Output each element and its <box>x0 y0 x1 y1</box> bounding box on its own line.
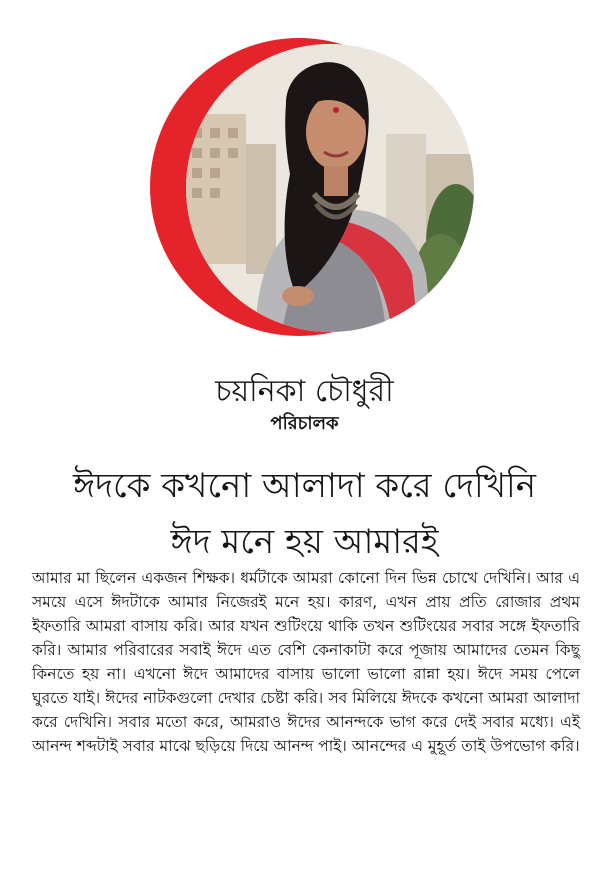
person-role: পরিচালক <box>270 413 339 434</box>
cropped-previous-content <box>250 0 420 5</box>
portrait-photo <box>186 44 474 332</box>
headline-line-1: ঈদকে কখনো আলাদা করে দেখিনি <box>72 466 537 506</box>
portrait-illustration <box>186 44 474 332</box>
article-headline <box>0 458 609 570</box>
person-name: চয়নিকা চৌধুরী <box>215 374 394 409</box>
article-body: আমার মা ছিলেন একজন শিক্ষক। ধর্মটাকে আমরা কোনো দিন ভিন্ন চোখে দেখিনি। আর এ সময়ে এসে ঈদটাকে আমার নিজেরই মনে হয়। কারণ, এখন প্রায় প্রতি রোজার প্রথম ইফতারি আমরা বাসায় করি। আর যখন শুটিংয়ে থাকি তখন শুটিংয়ের সবার সঙ্গে ইফতারি করি। আমার পরিবারের সবাই ঈদে এত বেশি কেনাকাটা করে পূজায় আমাদের তেমন কিছু কিনতে হয় না। এখনো ঈদে আমাদের বাসায় ভালো ভালো রান্না হয়। ঈদে সময় পেলে ঘুরতে যাই। ঈদের নাটকগুলো দেখার চেষ্টা করি। সব মিলিয়ে ঈদকে কখনো আমরা আলাদা করে দেখিনি। সবার মতো করে, আমরাও ঈদের আনন্দকে ভাগ করে দেই সবার মধ্যে। এই আনন্দ শব্দটাই সবার মাঝে ছড়িয়ে দিয়ে আনন্দ পাই। আনন্দের এ মুহূর্ত তাই উপভোগ করি। <box>32 569 580 755</box>
headline-line-2: ঈদ মনে হয় আমারই <box>170 522 439 562</box>
profile-block <box>0 372 609 436</box>
portrait-frame <box>150 38 480 338</box>
